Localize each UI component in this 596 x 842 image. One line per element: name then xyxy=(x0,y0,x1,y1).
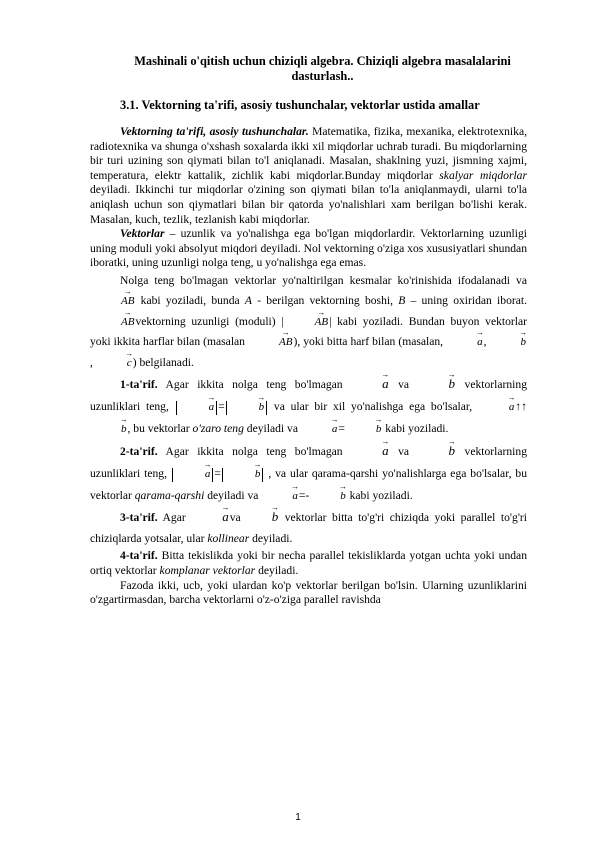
definition-4-heading: 4-ta'rif. xyxy=(120,549,158,563)
vector-AB: → AB xyxy=(90,312,135,333)
definition-3: 3-ta'rif. Agar → ava→ b vektorlar bitta to'g'ri chiziqda yoki parallel to'g'ri chiziqlarda yotsalar, ular kollinear deyiladi. xyxy=(90,507,527,549)
vector-AB: → AB xyxy=(284,312,329,333)
codirectional-symbol: ↑↑ xyxy=(515,400,527,414)
paragraph-definition-intro: Vektorning ta'rifi, asosiy tushunchalar. Matematika, fizika, mexanika, elektrotexnika, radiotexnika va shunga o'xshash soxalarda ikki xil miqdorlar uchrab turadi. Bu miqdorlarning bir turi uzining son qiymati bilan to'l aniqlanadi. Masalan, shaklning yuzi, jismning xajmi, temperatura, elektr kattalik, zichlik kabi miqdorlar.Bunday miqdorlar skalyar miqdorlar deyiladi. Ikkinchi tur miqdorlar o'zining son qiymati bilan to'la aniqlanmaydi, ularni to'la aniqlash uchun son qiymatlari bilan bir qatorda yo'nalishlari xam berilgan bo'lishi kerak. Masalan, kuch, tezlik, tezlanish kabi miqdorlar. xyxy=(90,125,527,226)
vector-b: → b xyxy=(345,418,383,440)
term-vectors: Vektorlar xyxy=(120,227,165,241)
definition-2-heading: 2-ta'rif. xyxy=(120,445,158,459)
vector-a: → a xyxy=(446,332,484,353)
vector-AB: → AB xyxy=(90,291,135,312)
term-coplanar: komplanar vektorlar xyxy=(159,564,256,578)
vector-c: → c xyxy=(96,353,133,374)
term-scalar: skalyar miqdorlar xyxy=(439,168,527,182)
section-heading: 3.1. Vektorning ta'rifi, asosiy tushunchalar, vektorlar ustida amallar xyxy=(120,98,480,112)
vector-b: → b xyxy=(418,373,457,395)
document-page xyxy=(90,54,527,608)
vector-a: → a xyxy=(351,373,390,395)
vector-a: → a xyxy=(178,396,216,418)
vector-AB: → AB xyxy=(248,332,293,353)
vector-b: → b xyxy=(490,332,528,353)
vector-a: → a xyxy=(261,485,299,507)
vector-a: → a xyxy=(174,463,212,485)
definition-4: 4-ta'rif. Bitta tekislikda yoki bir necha parallel tekisliklarda yotgan uchta yoki undan ortiq vektorlar komplanar vektorlar deyiladi. xyxy=(90,549,527,578)
definition-1: 1-ta'rif. Agar ikkita nolga teng bo'lmagan → a va → b vektorlarning uzunliklari teng, → a =→ b va ular bir xil yo'nalishga ega bo'lsalar, → a↑↑→ b, bu vektorlar o'zaro teng deyiladi va → a=→ b kabi yoziladi. xyxy=(90,373,527,440)
vector-b: → b xyxy=(228,396,266,418)
vector-a: → a xyxy=(478,396,516,418)
vector-b: → b xyxy=(309,485,347,507)
vector-a: → a xyxy=(301,418,339,440)
paragraph-space: Fazoda ikki, ucb, yoki ulardan ko'p vektorlar berilgan bo'lsin. Ularning uzunliklarini o'zgartirmasdan, barcha vektorlarni o'z-o'ziga parallel ravishda xyxy=(90,578,527,607)
page-number: 1 xyxy=(295,812,301,823)
vector-a: → a xyxy=(351,440,390,462)
vector-b: → b xyxy=(418,440,457,462)
vector-b: → b xyxy=(90,418,128,440)
definition-3-heading: 3-ta'rif. xyxy=(120,511,158,525)
definition-1-heading: 1-ta'rif. xyxy=(120,378,158,392)
vector-b: → b xyxy=(224,463,262,485)
paragraph-vectors: Vektorlar – uzunlik va yo'nalishga ega bo'lgan miqdorlardir. Vektorlarning uzunligi uning moduli yoki absolyut miqdori deyiladi. Nol vektorning o'ziga xos xususiyatlari shundan iboratki, uning uzunligi nolga teng, u yo'nalishga ega emas. xyxy=(90,227,527,270)
term-opposite: qarama-qarshi xyxy=(134,489,205,503)
document-title: Mashinali o'qitish uchun chiziqli algebra. Chiziqli algebra masalalarini dasturlash.. xyxy=(134,54,511,83)
term-equal: o'zaro teng xyxy=(192,422,244,436)
term-heading: Vektorning ta'rifi, asosiy tushunchalar. xyxy=(120,125,309,138)
vector-b: → b xyxy=(241,507,280,528)
definition-2: 2-ta'rif. Agar ikkita nolga teng bo'lmagan → a va → b vektorlarning uzunliklari teng, → a =→ b , va ular qarama-qarshi yo'nalishlarga ega bo'lsalar, bu vektorlar qarama-qarshi deyiladi va → a=-→ b kabi yoziladi. xyxy=(90,440,527,507)
paragraph-notation: Nolga teng bo'lmagan vektorlar yo'naltirilgan kesmalar ko'rinishida ifodalanadi va → AB kabi yoziladi, bunda A - berilgan vektorning boshi, B – uning oxiridan iborat. → ABvektorning uzunligi (moduli) |→ AB| kabi yoziladi. Bundan buyon vektorlar yoki ikkita harflar bilan (masalan → AB), yoki bitta harf bilan (masalan, → a, → b, → c) belgilanadi. xyxy=(90,271,527,374)
vector-a: → a xyxy=(191,507,230,528)
term-collinear: kollinear xyxy=(207,531,250,545)
